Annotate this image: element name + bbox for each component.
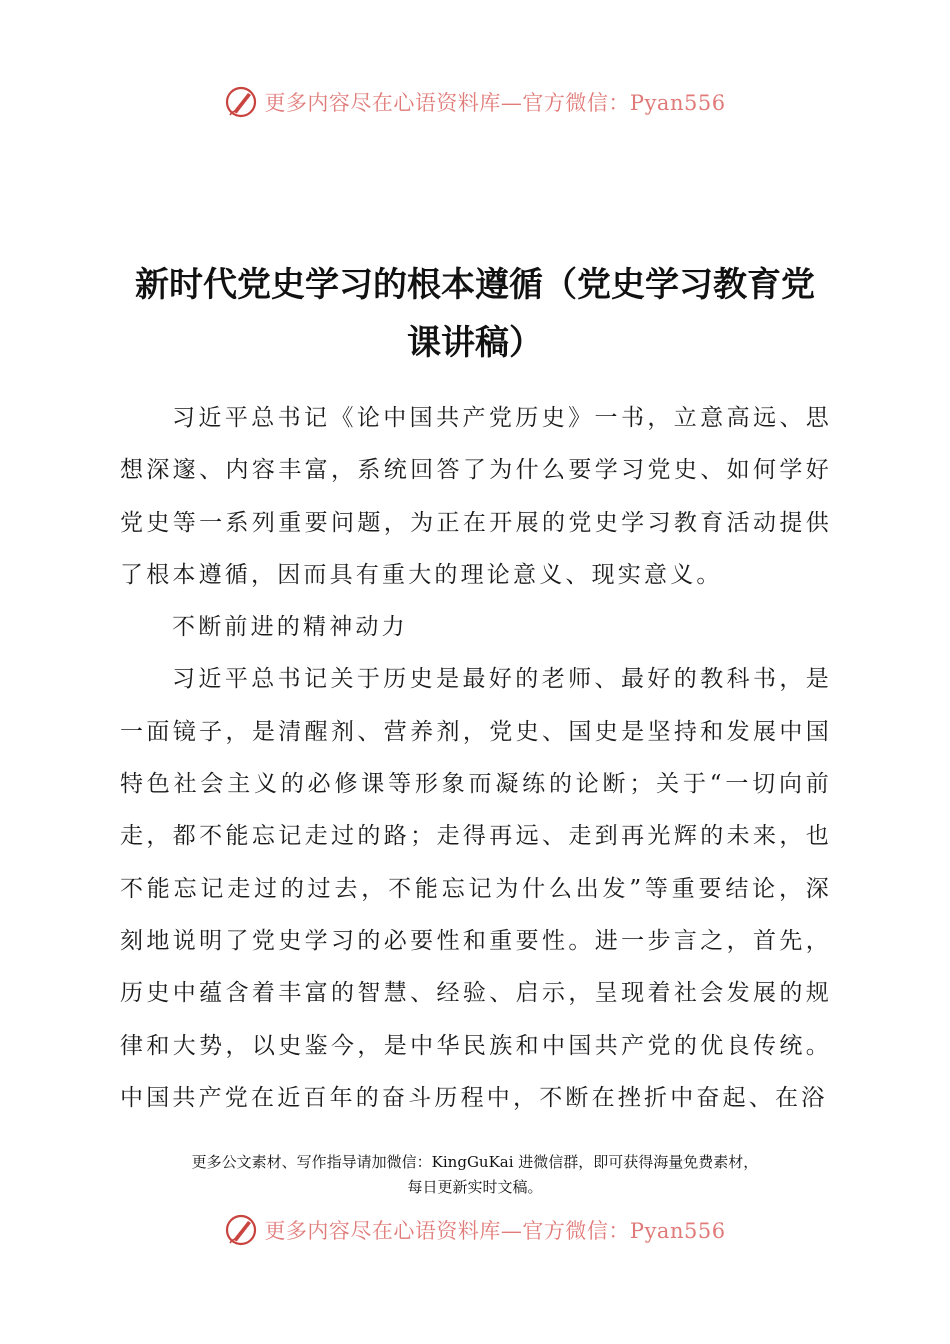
footer-banner bbox=[0, 1208, 950, 1252]
document-body bbox=[120, 392, 832, 1124]
header-banner bbox=[0, 80, 950, 124]
document-title bbox=[100, 256, 850, 372]
quill-pen-logo-icon bbox=[224, 85, 258, 119]
header-banner-text: 更多内容尽在心语资料库—官方微信：Pyan556 bbox=[264, 91, 726, 115]
paragraph-main: 习近平总书记关于历史是最好的老师、最好的教科书，是一面镜子，是清醒剂、营养剂，党史、国史是坚持和发展中国特色社会主义的必修课等形象而凝练的论断；关于“一切向前走，都不能忘记走过的路；走得再远、走到再光辉的未来，也不能忘记走过的过去，不能忘记为什么出发”等重要结论，深刻地说明了党史学习的必要性和重要性。进一步言之，首先，历史中蕴含着丰富的智慧、经验、启示，呈现着社会发展的规律和大势，以史鉴今，是中华民族和中国共产党的优良传统。中国共产党在近百年的奋斗历程中，不断在挫折中奋起、在浴 bbox=[120, 666, 832, 1111]
quill-pen-logo-icon bbox=[224, 1213, 258, 1247]
footer-banner-text: 更多内容尽在心语资料库—官方微信：Pyan556 bbox=[264, 1219, 726, 1243]
title-line-2: 课讲稿） bbox=[407, 323, 543, 363]
footer-note bbox=[100, 1150, 850, 1200]
section-heading: 不断前进的精神动力 bbox=[172, 614, 408, 641]
title-line-1: 新时代党史学习的根本遵循（党史学习教育党 bbox=[135, 265, 815, 305]
footer-note-line-1: 更多公文素材、写作指导请加微信：KingGuKai 进微信群，即可获得海量免费素材， bbox=[191, 1153, 759, 1171]
footer-note-line-2: 每日更新实时文稿。 bbox=[407, 1178, 543, 1196]
paragraph-intro: 习近平总书记《论中国共产党历史》一书，立意高远、思想深邃、内容丰富，系统回答了为什么要学习党史、如何学好党史等一系列重要问题，为正在开展的党史学习教育活动提供了根本遵循，因而具有重大的理论意义、现实意义。 bbox=[120, 405, 832, 588]
